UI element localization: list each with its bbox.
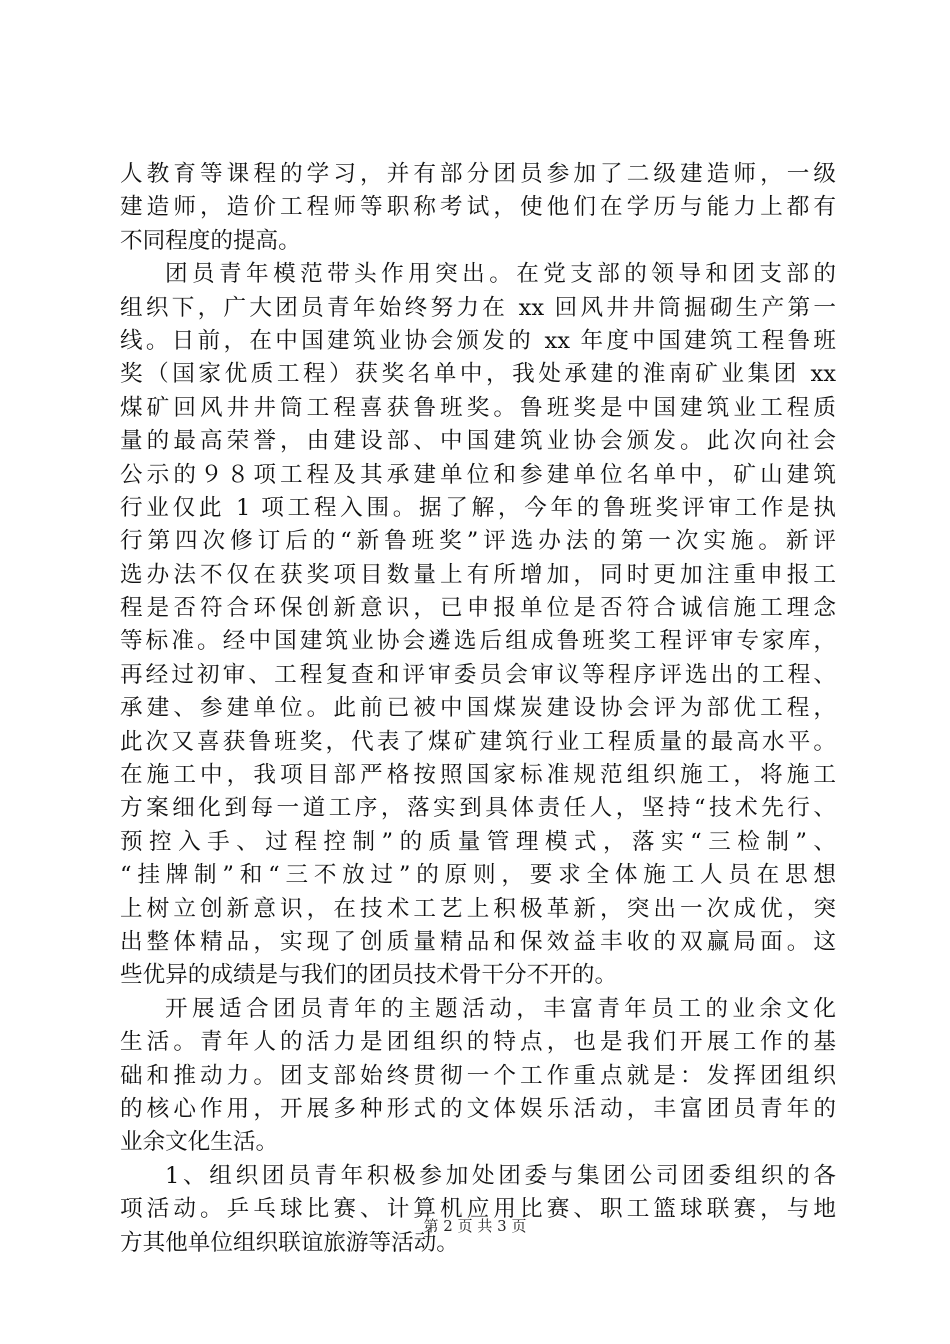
text-line: 行第四次修订后的“新鲁班奖”评选办法的第一次实施。新评 [120, 528, 836, 555]
text-line: 等标准。经中国建筑业协会遴选后组成鲁班奖工程评审专家库， [120, 628, 836, 655]
text-line: 此次又喜获鲁班奖，代表了煤矿建筑行业工程质量的最高水平。 [120, 728, 836, 755]
paragraph [120, 993, 836, 1160]
text-line: 承建、参建单位。此前已被中国煤炭建设协会评为部优工程， [120, 695, 836, 722]
text-line: 再经过初审、工程复查和评审委员会审议等程序评选出的工程、 [120, 661, 836, 688]
text-line: 煤矿回风井井筒工程喜获鲁班奖。鲁班奖是中国建筑业工程质 [120, 394, 836, 421]
text-line: 些优异的成绩是与我们的团员技术骨干分不开的。 [120, 962, 618, 989]
text-line: 选办法不仅在获奖项目数量上有所增加，同时更加注重申报工 [120, 561, 836, 588]
text-line: 组织下，广大团员青年始终努力在 xx 回风井井筒掘砌生产第一 [120, 294, 836, 321]
paragraph [120, 1160, 836, 1260]
text-line: 团员青年模范带头作用突出。在党支部的领导和团支部的 [165, 261, 836, 288]
text-line: 业余文化生活。 [120, 1129, 279, 1156]
text-line: 建造师，造价工程师等职称考试，使他们在学历与能力上都有 [120, 194, 836, 221]
text-line: 上树立创新意识，在技术工艺上积极革新，突出一次成优，突 [120, 895, 836, 922]
text-line: 奖（国家优质工程）获奖名单中，我处承建的淮南矿业集团 xx [120, 361, 836, 388]
document-body [120, 158, 836, 1260]
page-footer: 第 2 页 共 3 页 [423, 1217, 527, 1235]
text-line: 方案细化到每一道工序，落实到具体责任人，坚持“技术先行、 [120, 795, 836, 822]
text-line: 生活。青年人的活力是团组织的特点，也是我们开展工作的基 [120, 1029, 836, 1056]
text-line: 方其他单位组织联谊旅游等活动。 [120, 1229, 459, 1256]
text-line: 开展适合团员青年的主题活动，丰富青年员工的业余文化 [165, 995, 836, 1022]
text-line: 行业仅此 1 项工程入围。据了解，今年的鲁班奖评审工作是执 [120, 494, 836, 521]
text-line: 项活动。乒乓球比赛、计算机应用比赛、职工篮球联赛，与地 [120, 1196, 836, 1223]
text-line: 线。日前，在中国建筑业协会颁发的 xx 年度中国建筑工程鲁班 [120, 327, 836, 354]
text-line: 量的最高荣誉，由建设部、中国建筑业协会颁发。此次向社会 [120, 428, 836, 455]
paragraph [120, 258, 836, 993]
paragraph [120, 158, 836, 258]
text-line: 1、组织团员青年积极参加处团委与集团公司团委组织的各 [165, 1162, 836, 1189]
text-line: 公示的９８项工程及其承建单位和参建单位名单中，矿山建筑 [120, 461, 836, 488]
text-line: “挂牌制”和“三不放过”的原则，要求全体施工人员在思想 [120, 862, 836, 889]
text-line: 预控入手、过程控制”的质量管理模式，落实“三检制”、 [120, 828, 836, 855]
text-line: 人教育等课程的学习，并有部分团员参加了二级建造师，一级 [120, 161, 836, 187]
text-line: 础和推动力。团支部始终贯彻一个工作重点就是：发挥团组织 [120, 1062, 836, 1089]
text-line: 在施工中，我项目部严格按照国家标准规范组织施工，将施工 [120, 762, 836, 789]
text-line: 出整体精品，实现了创质量精品和保效益丰收的双赢局面。这 [120, 928, 836, 955]
text-line: 的核心作用，开展多种形式的文体娱乐活动，丰富团员青年的 [120, 1095, 836, 1122]
text-line: 不同程度的提高。 [120, 227, 301, 254]
text-line: 程是否符合环保创新意识，已申报单位是否符合诚信施工理念 [120, 595, 836, 622]
